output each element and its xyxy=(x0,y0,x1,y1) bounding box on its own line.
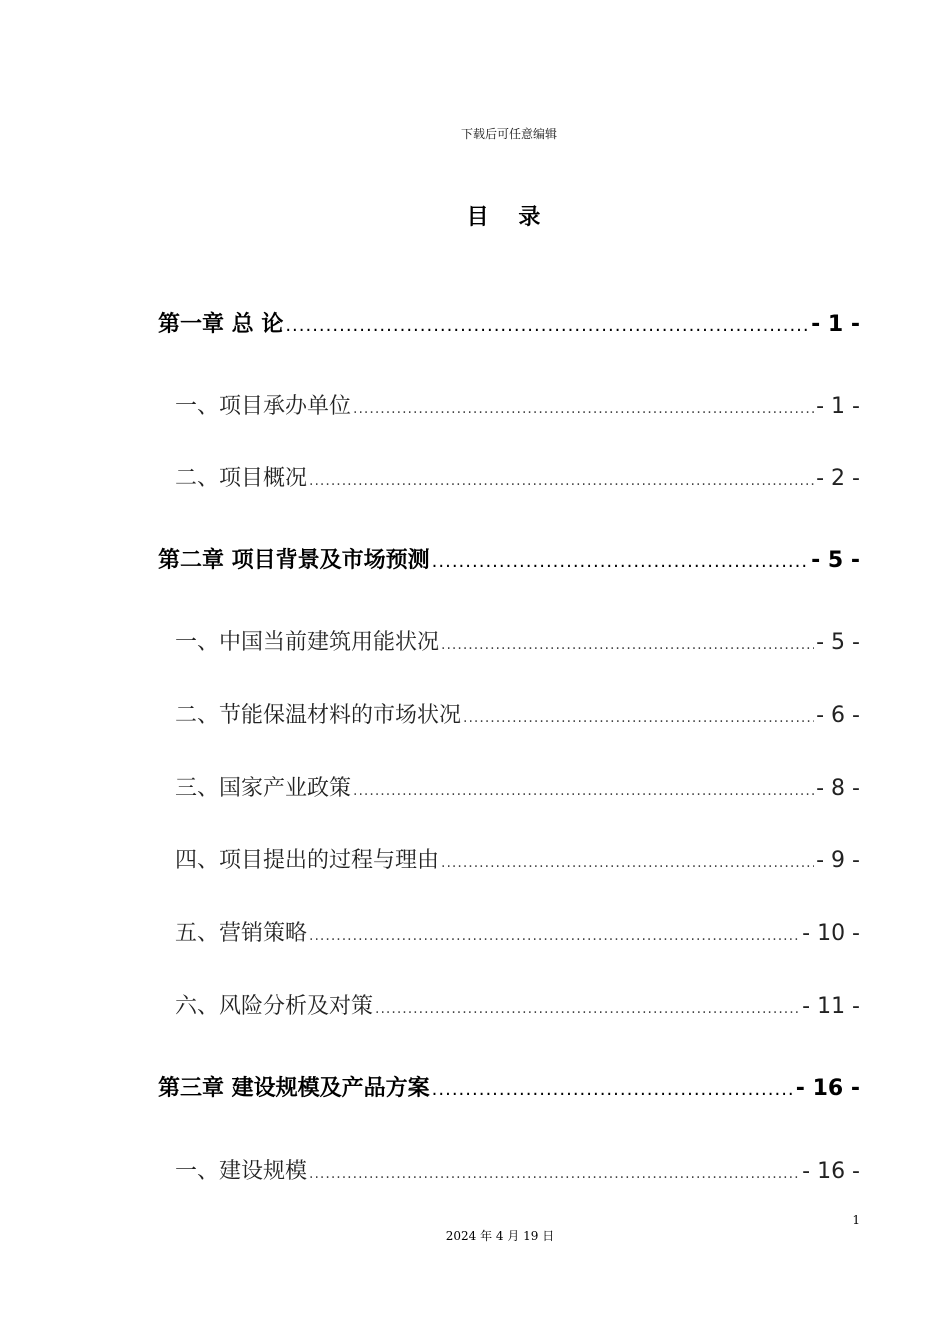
toc-entry-label: 二、节能保温材料的市场状况 xyxy=(175,703,462,728)
toc-section-2-5[interactable] xyxy=(175,916,860,950)
toc-entry-page: - 11 - xyxy=(802,994,860,1019)
toc-entry-page: - 5 - xyxy=(811,548,860,573)
dot-leader xyxy=(441,637,814,653)
toc-entry-label: 第一章 总 论 xyxy=(158,312,284,337)
dot-leader xyxy=(309,473,814,489)
toc-entry-page: - 6 - xyxy=(816,703,860,728)
toc-entry-label: 二、项目概况 xyxy=(175,466,308,491)
toc-section-2-6[interactable] xyxy=(175,989,860,1023)
dot-leader xyxy=(353,401,814,417)
toc-section-2-4[interactable] xyxy=(175,843,860,877)
dot-leader xyxy=(353,783,814,799)
dot-leader xyxy=(441,855,814,871)
toc-entry-page: - 16 - xyxy=(795,1076,860,1101)
toc-entry-page: - 2 - xyxy=(816,466,860,491)
toc-entry-label: 一、中国当前建筑用能状况 xyxy=(175,630,440,655)
page-number: 1 xyxy=(852,1213,860,1227)
toc-section-2-1[interactable] xyxy=(175,625,860,659)
toc-entry-page: - 1 - xyxy=(816,394,860,419)
dot-leader xyxy=(285,315,809,336)
toc-entry-label: 五、营销策略 xyxy=(175,921,308,946)
dot-leader xyxy=(309,1166,800,1182)
toc-entry-page: - 9 - xyxy=(816,848,860,873)
toc-section-1-2[interactable] xyxy=(175,461,860,495)
toc-chapter-2[interactable] xyxy=(158,543,860,577)
footer-date: 2024 年 4 月 19 日 xyxy=(445,1229,555,1243)
toc-title: 目 录 xyxy=(466,205,552,230)
toc-entry-label: 六、风险分析及对策 xyxy=(175,994,374,1019)
toc-section-2-2[interactable] xyxy=(175,698,860,732)
toc-entry-page: - 8 - xyxy=(816,776,860,801)
toc-entry-label: 第二章 项目背景及市场预测 xyxy=(158,548,430,573)
toc-entry-page: - 1 - xyxy=(811,312,860,337)
toc-entry-label: 一、项目承办单位 xyxy=(175,394,352,419)
toc-section-3-1[interactable] xyxy=(175,1154,860,1188)
dot-leader xyxy=(375,1001,800,1017)
toc-entry-label: 四、项目提出的过程与理由 xyxy=(175,848,440,873)
header-note: 下载后可任意编辑 xyxy=(460,127,557,141)
toc-section-2-3[interactable] xyxy=(175,771,860,805)
dot-leader xyxy=(463,710,814,726)
dot-leader xyxy=(432,1079,794,1100)
dot-leader xyxy=(432,551,809,572)
toc-entry-page: - 10 - xyxy=(802,921,860,946)
toc-entry-label: 第三章 建设规模及产品方案 xyxy=(158,1076,430,1101)
toc-entry-label: 三、国家产业政策 xyxy=(175,776,352,801)
toc-entry-label: 一、建设规模 xyxy=(175,1159,308,1184)
toc-section-1-1[interactable] xyxy=(175,389,860,423)
toc-chapter-3[interactable] xyxy=(158,1071,860,1105)
toc-chapter-1[interactable] xyxy=(158,307,860,341)
toc-entry-page: - 16 - xyxy=(802,1159,860,1184)
toc-entry-page: - 5 - xyxy=(816,630,860,655)
dot-leader xyxy=(309,928,800,944)
